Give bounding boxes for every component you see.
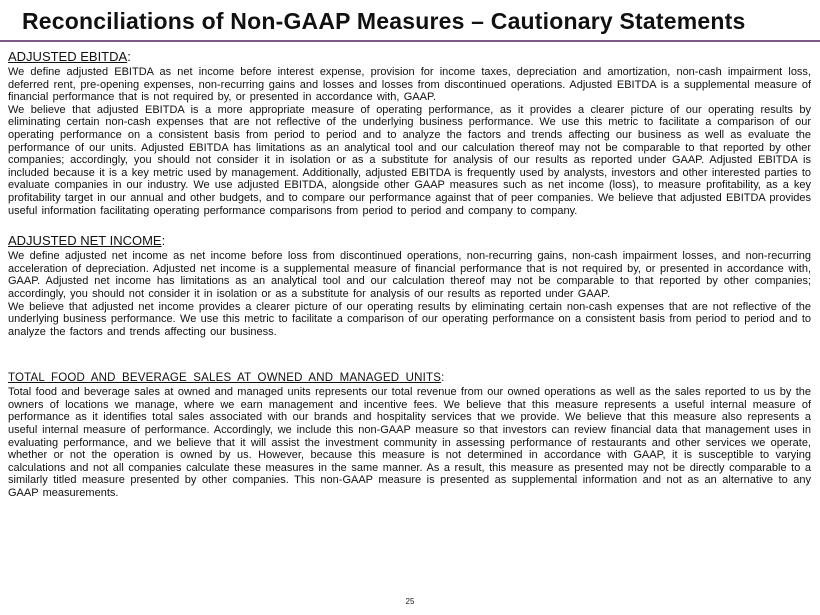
section-adjusted-ebitda	[8, 49, 811, 217]
section-heading-adjusted-net-income	[8, 233, 811, 248]
paragraph: We define adjusted EBITDA as net income before interest expense, provision for income taxes, depreciation and amortization, non-cash impairment loss, deferred rent, pre-opening expenses, non-recurring gains and losses and losses from discontinued operations. Adjusted EBITDA is a supplemental measure of financial performance that is not required by, or presented in accordance with, GAAP.	[8, 66, 811, 104]
page-title: Reconciliations of Non-GAAP Measures – Cautionary Statements	[22, 8, 746, 34]
section-adjusted-net-income	[8, 233, 811, 338]
section-total-food-and-beverage-sales	[8, 372, 811, 499]
paragraph: Total food and beverage sales at owned and managed units represents our total revenue from our owned operations as well as the sales reported to us by the owners of locations we manage, where we earn management and incentive fees. We believe that this measure represents a useful internal measure of performance as it identifies total sales associated with our brands and hospitality services that we provide. We believe that this measure also represents a useful internal measure of performance. Accordingly, we include this non-GAAP measure so that investors can review financial data that management uses in evaluating performance, and we believe that it will assist the investment community in assessing performance of restaurants and other services we operate, whether or not the operation is owned by us. However, because this measure is not determined in accordance with GAAP, it is susceptible to varying calculations and not all companies calculate these measures in the same manner. As a result, this measure as presented may not be directly comparable to a similarly titled measure presented by other companies. This non-GAAP measure is presented as supplemental information and not as an alternative to any GAAP measurements.	[8, 386, 811, 500]
paragraph: We believe that adjusted EBITDA is a more appropriate measure of operating performance, as it provides a clearer picture of our operating results by eliminating certain non-cash expenses that are not reflective of the underlying business performance. We use this metric to facilitate a comparison of our operating performance on a consistent basis from period to period and to analyze the factors and trends affecting our business as well as evaluate the performance of our units. Adjusted EBITDA has limitations as an analytical tool and our calculation thereof may not be comparable to that reported by other companies; accordingly, you should not consider it in isolation or as a substitute for analysis of our results as reported under GAAP. Adjusted EBITDA is included because it is a key metric used by management. Additionally, adjusted EBITDA is frequently used by analysts, investors and other interested parties to evaluate companies in our industry. We use adjusted EBITDA, alongside other GAAP measures such as net income (loss), to measure profitability, as a key profitability target in our annual and other budgets, and to compare our performance against that of peer companies. We believe that adjusted EBITDA provides useful information facilitating operating performance comparisons from period to period and company to company.	[8, 103, 811, 217]
section-heading-colon: :	[441, 372, 445, 385]
page-number: 25	[405, 597, 415, 606]
paragraph: We believe that adjusted net income provides a clearer picture of our operating results by eliminating certain non-cash expenses that are not reflective of the underlying business performance. We use this metric to facilitate a comparison of our operating performance on a consistent basis from period to period and to analyze the factors and trends affecting our business.	[8, 300, 811, 338]
paragraph: We define adjusted net income as net income before loss from discontinued operations, non-recurring gains, non-cash impairment losses, and non-recurring acceleration of depreciation. Adjusted net income is a supplemental measure of financial performance that is not required by, or presented in accordance with, GAAP. Adjusted net income has limitations as an analytical tool and our calculation thereof may not be comparable to that reported by other companies; accordingly, you should not consider it in isolation or as a substitute for analysis of our results as reported under GAAP.	[8, 250, 811, 300]
section-heading-colon: :	[127, 49, 131, 64]
section-heading-text: ADJUSTED NET INCOME	[8, 233, 162, 249]
slide-body	[0, 42, 820, 500]
section-heading-total-food-and-beverage-sales	[8, 372, 811, 384]
section-heading-adjusted-ebitda	[8, 49, 811, 64]
section-heading-colon: :	[161, 233, 166, 249]
section-heading-text: TOTAL FOOD AND BEVERAGE SALES AT OWNED AND MANAGED UNITS	[8, 372, 442, 385]
section-heading-text: ADJUSTED EBITDA	[8, 49, 128, 64]
